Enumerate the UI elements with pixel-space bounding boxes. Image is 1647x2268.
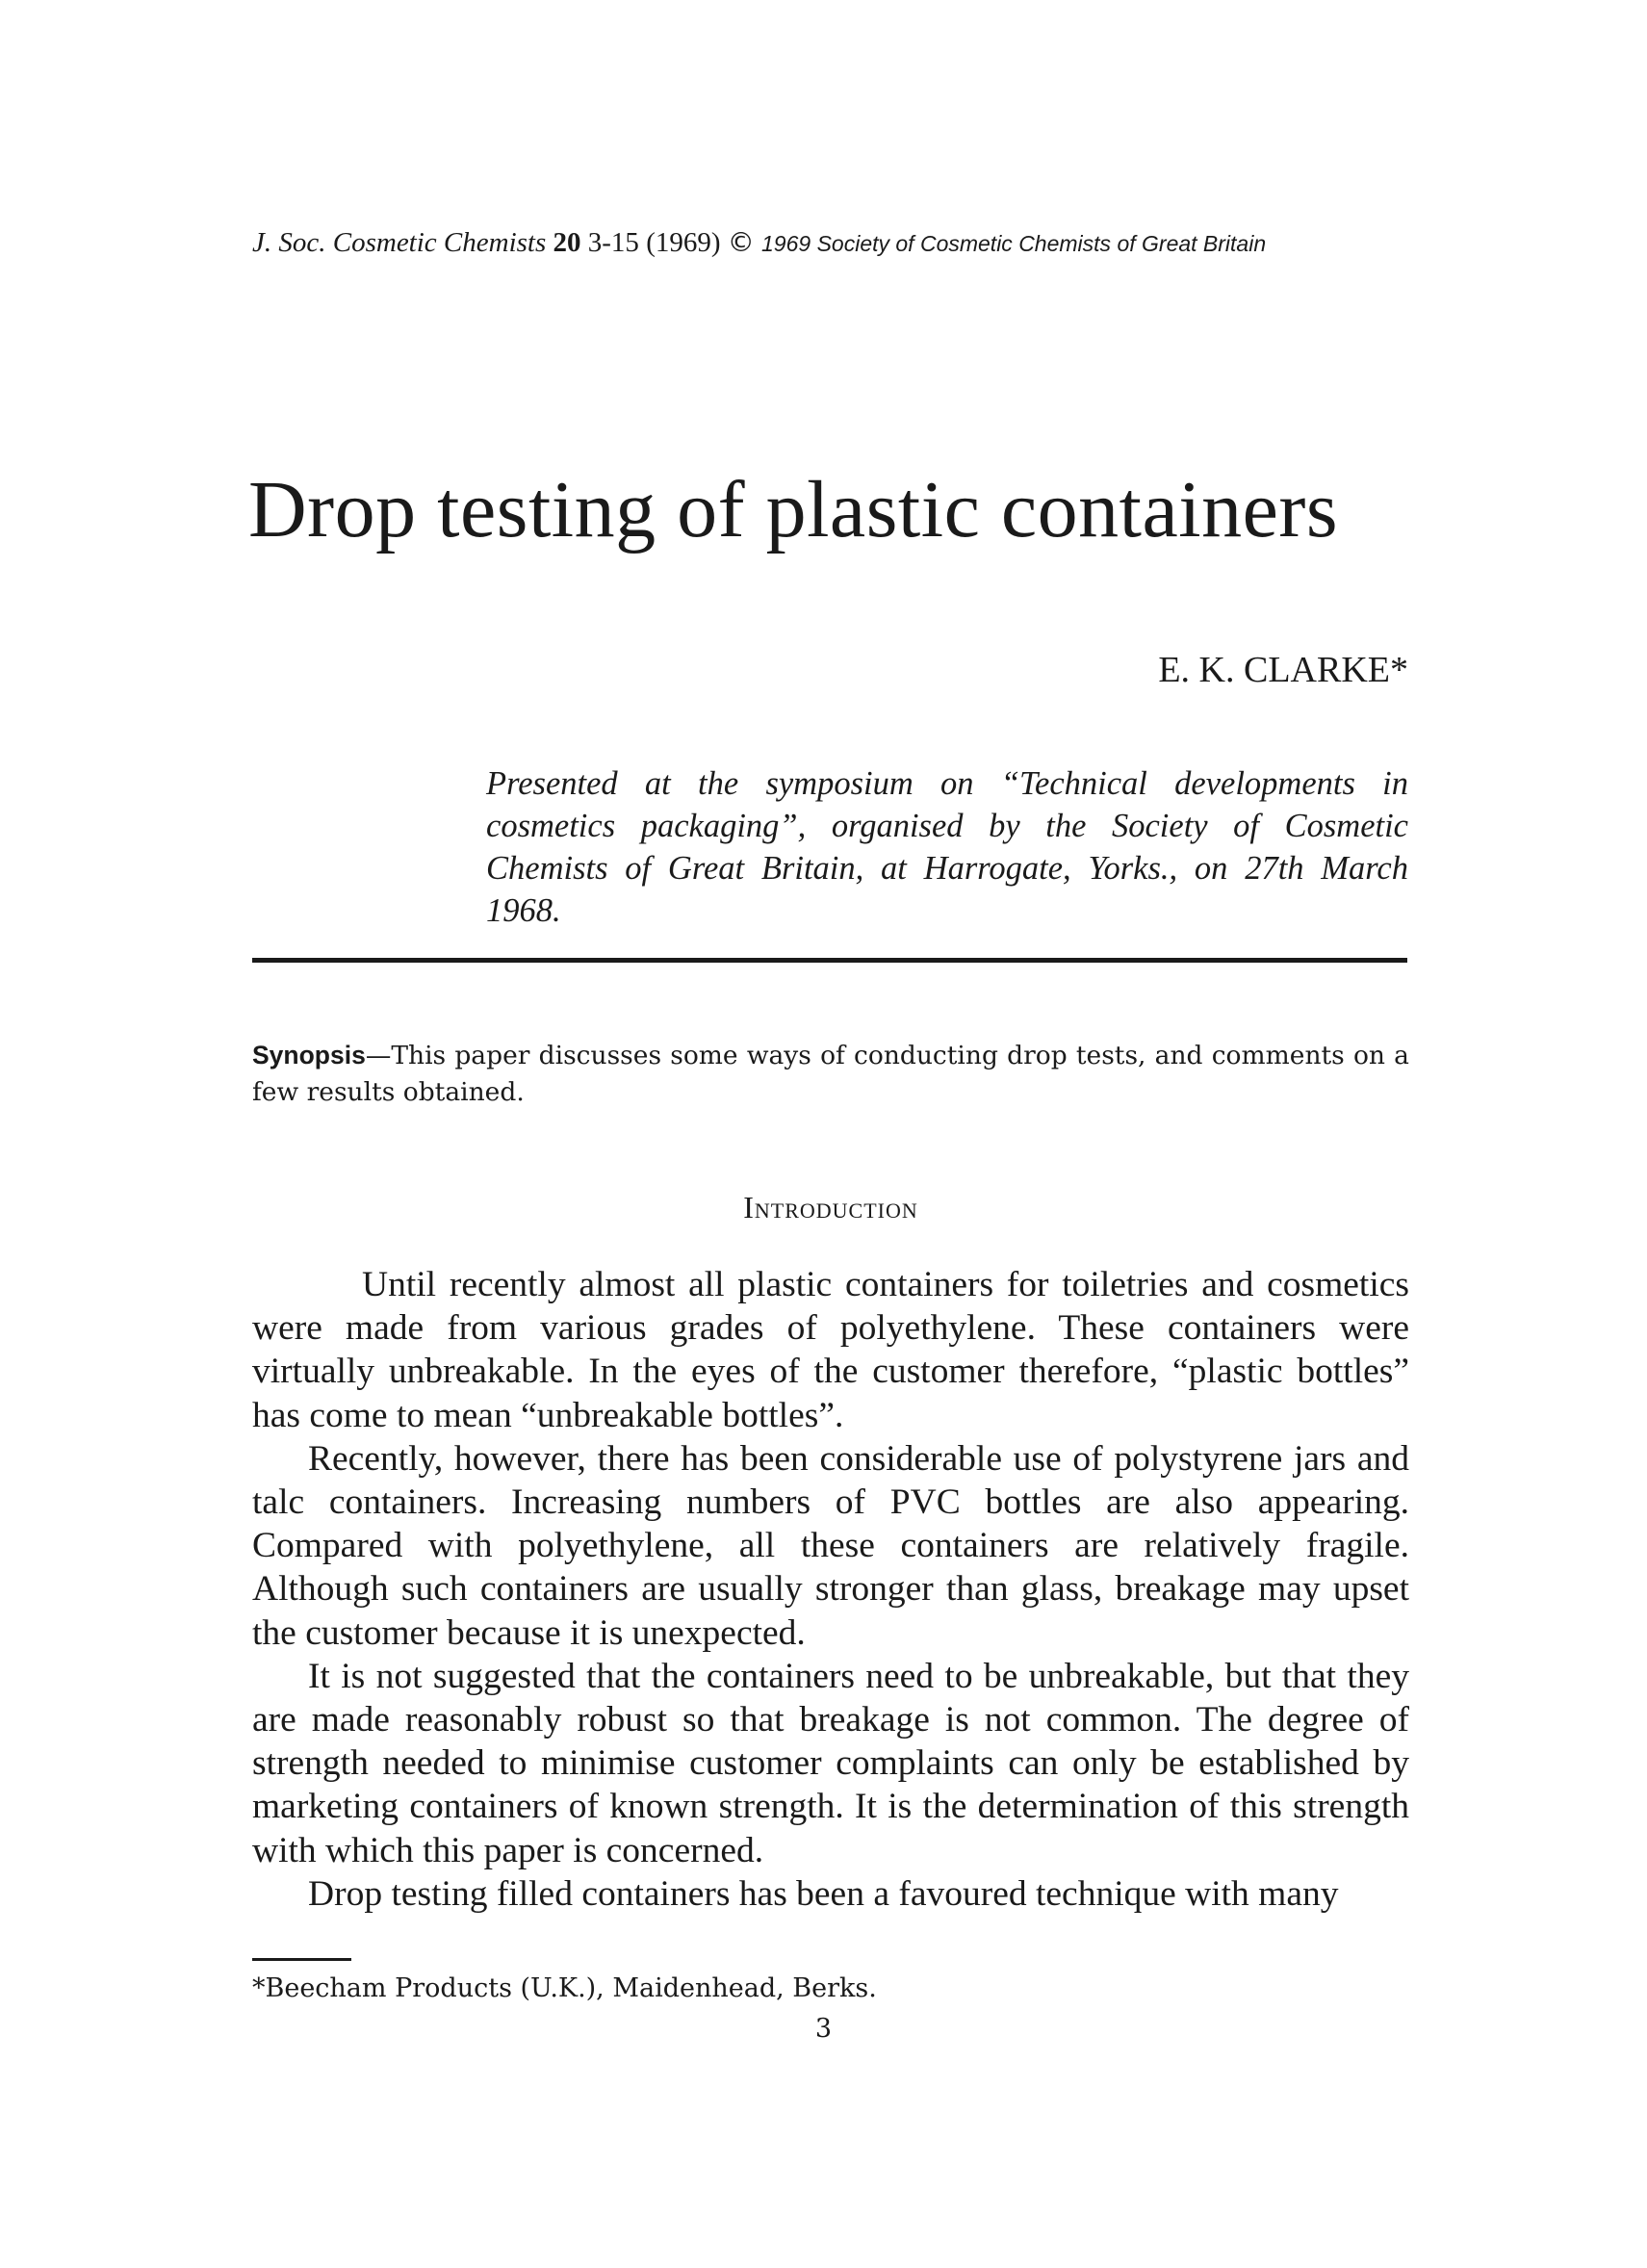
footnote-divider [252, 1958, 351, 1961]
synopsis [252, 1037, 1409, 1111]
section-heading: Introduction [743, 1190, 918, 1224]
paper-title: Drop testing of plastic containers [248, 465, 1339, 554]
footnote: *Beecham Products (U.K.), Maidenhead, Berks. [252, 1973, 877, 2003]
page-number: 3 [814, 2014, 833, 2044]
copyright-symbol: © [727, 226, 755, 258]
author: E. K. CLARKE* [1158, 650, 1408, 690]
copyright-notice: 1969 Society of Cosmetic Chemists of Great Britain [761, 231, 1267, 256]
paragraph: It is not suggested that the containers need to be unbreakable, but that they are made reasonably robust so that breakage is not common. The degree of strength needed to minimise customer complaints can only be established by marketing containers of known strength. It is the determination of this strength with which this paper is concerned. [252, 1656, 1409, 1870]
presentation-note: Presented at the symposium on “Technical developments in cosmetics packaging”, organised by the Society of Cosmetic Chemists of Great Britain, at Harrogate, Yorks., on 27th March 1968. [486, 765, 1408, 929]
body-text [252, 1263, 1409, 1916]
journal-pages: 3-15 [587, 227, 639, 258]
synopsis-label: Synopsis [252, 1041, 366, 1070]
paragraph: Drop testing filled containers has been a favoured technique with many [308, 1873, 1339, 1914]
journal-year: (1969) [646, 227, 721, 258]
journal-name: J. Soc. Cosmetic Chemists [252, 227, 547, 258]
paragraph: Recently, however, there has been considerable use of polystyrene jars and talc containers. Increasing numbers of PVC bottles are also appearing. Compared with polyethylene, all these containers are relatively fragile. Although such containers are usually stronger than glass, breakage may upset the customer because it is unexpected. [252, 1438, 1409, 1653]
synopsis-text: —This paper discusses some ways of conducting drop tests, and comments on a few results obtained. [252, 1041, 1409, 1107]
title-divider [252, 958, 1407, 963]
paragraph: Until recently almost all plastic containers for toiletries and cosmetics were made from various grades of polyethylene. These containers were virtually unbreakable. In the eyes of the customer therefore, “plastic bottles” has come to mean “unbreakable bottles”. [252, 1265, 1409, 1435]
journal-volume: 20 [553, 227, 581, 258]
running-header [252, 223, 1504, 263]
